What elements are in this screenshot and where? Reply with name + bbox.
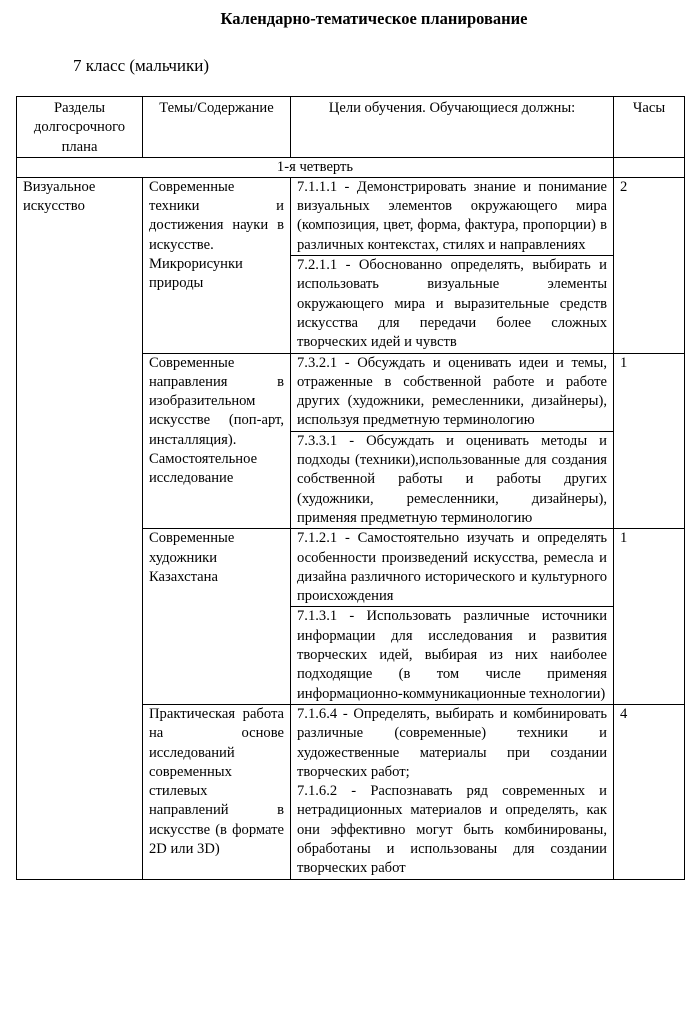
goal-cell: 7.1.2.1 - Самостоятельно изучать и определять особенности произведений искусства, ремесла и дизайна различного исторического и культурного происхождения bbox=[291, 529, 614, 607]
header-goals: Цели обучения. Обучающиеся должны: bbox=[291, 97, 614, 158]
quarter-hours-empty bbox=[614, 157, 685, 177]
goal-paragraph: 7.1.6.4 - Определять, выбирать и комбинировать различные (современные) техники и художественные материалы при создании творческих работ; bbox=[297, 705, 607, 780]
quarter-label: 1-я четверть bbox=[17, 157, 614, 177]
hours-cell: 2 bbox=[614, 177, 685, 353]
table-header-row bbox=[17, 97, 685, 158]
goal-cell bbox=[291, 704, 614, 879]
table-row bbox=[17, 177, 685, 255]
goal-cell: 7.1.3.1 - Использовать различные источники информации для исследования и развития творческих идей, выбирая из них наиболее подходящие (в том числе применяя информационно-коммуникационные технологии) bbox=[291, 607, 614, 704]
goal-cell: 7.3.3.1 - Обсуждать и оценивать методы и подходы (техники),использованные для создания собственной работы и работы других (художники, ремесленники, дизайнеры), применяя предметную терминологию bbox=[291, 431, 614, 528]
header-section: Разделы долгосрочного плана bbox=[17, 97, 143, 158]
planning-table bbox=[16, 96, 685, 880]
topic-cell: Современные художники Казахстана bbox=[143, 529, 291, 705]
goal-cell: 7.1.1.1 - Демонстрировать знание и понимание визуальных элементов окружающего мира (композиция, цвет, форма, фактура, пропорции) в различных контекстах, стилях и направлениях bbox=[291, 177, 614, 255]
hours-cell: 4 bbox=[614, 704, 685, 879]
goal-cell: 7.3.2.1 - Обсуждать и оценивать идеи и темы, отраженные в собственной работе и работе других (художники, ремесленники, дизайнеры), используя предметную терминологию bbox=[291, 353, 614, 431]
document-title: Календарно-тематическое планирование bbox=[220, 9, 528, 28]
goal-paragraph: 7.1.6.2 - Распознавать ряд современных и нетрадиционных материалов и определять, как они эффективно могут быть комбинированы, обработаны и использованы для создании творческих работ bbox=[297, 783, 607, 877]
quarter-row bbox=[17, 157, 685, 177]
header-topic: Темы/Содержание bbox=[143, 97, 291, 158]
header-hours: Часы bbox=[614, 97, 685, 158]
topic-cell: Практическая работа на основе исследований современных стилевых направлений в искусстве (в формате 2D или 3D) bbox=[143, 704, 291, 879]
topic-cell: Современные направления в изобразительном искусстве (поп-арт, инсталляция). Самостоятельное исследование bbox=[143, 353, 291, 529]
topic-cell: Современные техники и достижения науки в искусстве. Микрорисунки природы bbox=[143, 177, 291, 353]
hours-cell: 1 bbox=[614, 529, 685, 705]
goal-cell: 7.2.1.1 - Обоснованно определять, выбирать и использовать визуальные элементы окружающего мира и выразительные средств искусства для передачи более сложных творческих идей и чувств bbox=[291, 256, 614, 353]
hours-cell: 1 bbox=[614, 353, 685, 529]
section-cell: Визуальное искусство bbox=[17, 177, 143, 879]
class-subtitle: 7 класс (мальчики) bbox=[73, 56, 209, 75]
